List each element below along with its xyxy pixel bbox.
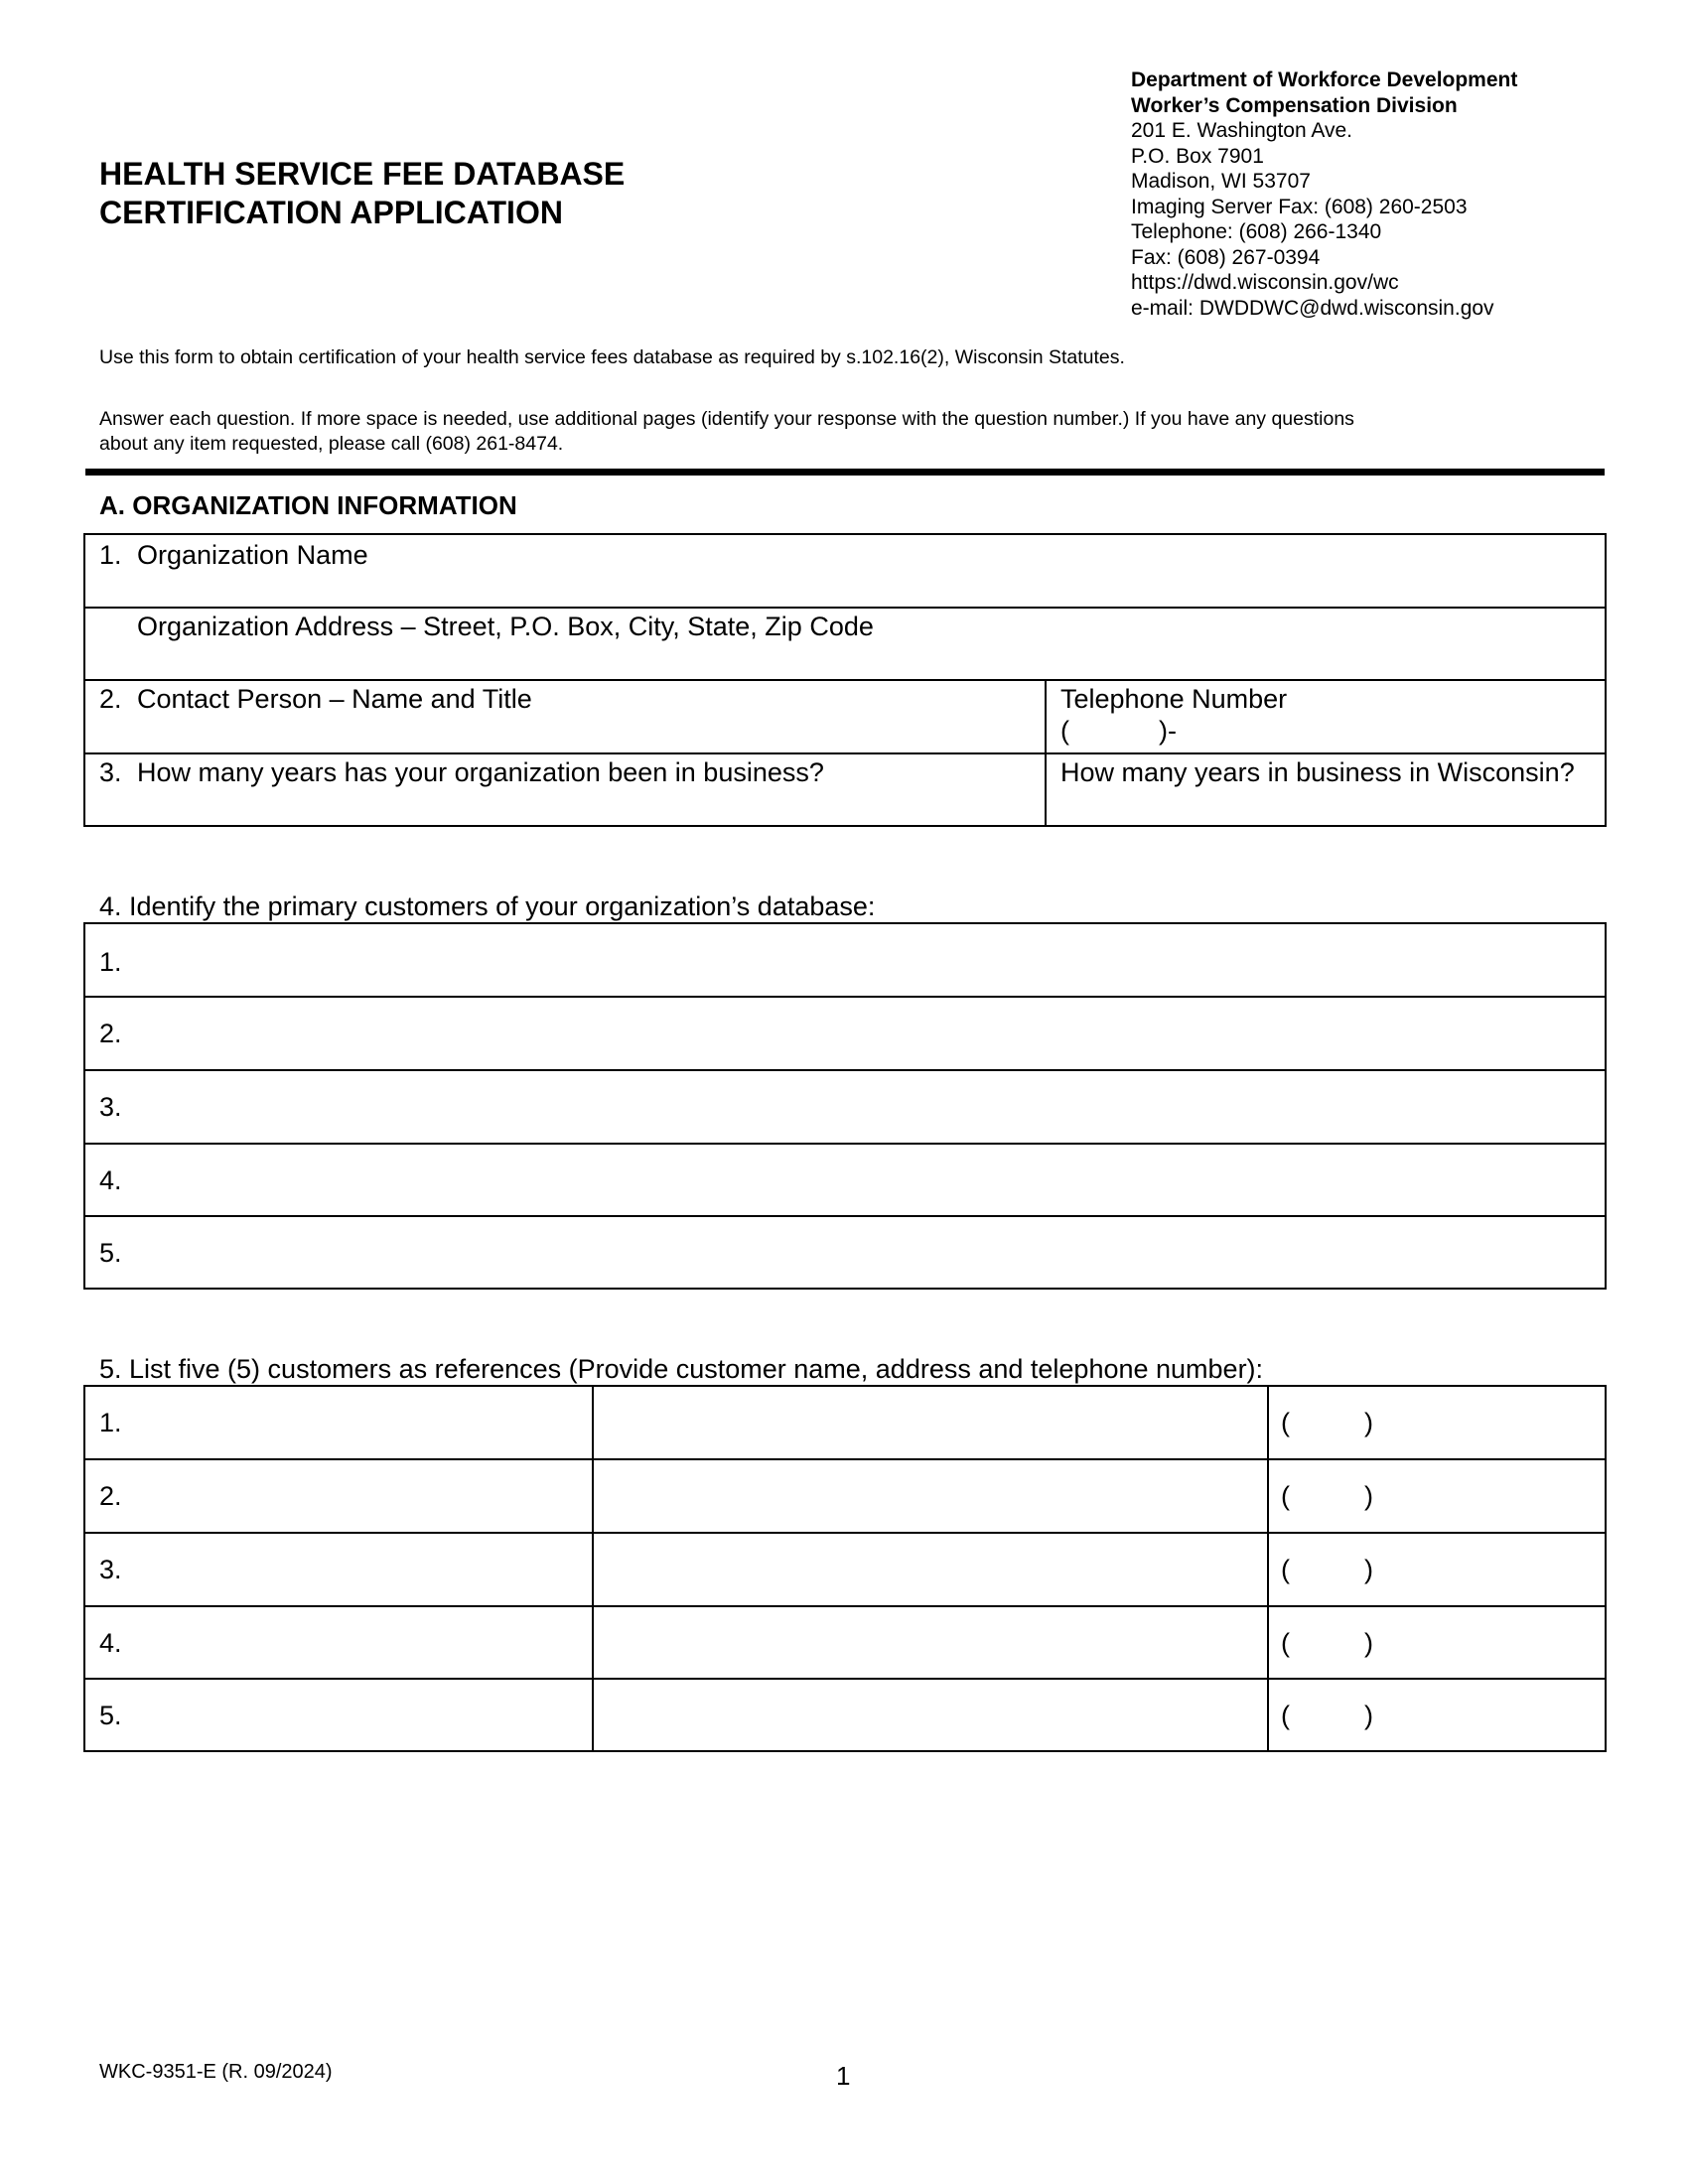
primary-customer-row[interactable] xyxy=(85,1071,1605,1143)
agency-fax: Fax: (608) 267-0394 xyxy=(1131,245,1321,269)
reference-phone-template: ( ) xyxy=(1281,1481,1373,1511)
agency-city: Madison, WI 53707 xyxy=(1131,170,1311,193)
agency-website: https://dwd.wisconsin.gov/wc xyxy=(1131,271,1399,294)
agency-imaging-fax: Imaging Server Fax: (608) 260-2503 xyxy=(1131,195,1468,218)
contact-person-field[interactable] xyxy=(85,681,1045,752)
primary-customer-row-number: 5. xyxy=(99,1238,122,1268)
q1-number: 1. xyxy=(99,540,122,570)
form-title-line2: CERTIFICATION APPLICATION xyxy=(99,195,563,230)
org-name-label: Organization Name xyxy=(137,540,368,570)
reference-name-cell[interactable] xyxy=(85,1387,592,1458)
q5-label: 5. List five (5) customers as references (Provide customer name, address and telephone number): xyxy=(99,1354,1264,1384)
years-in-business-field[interactable] xyxy=(85,754,1045,825)
q3-number: 3. xyxy=(99,757,122,787)
reference-phone-template: ( ) xyxy=(1281,1701,1373,1730)
q2-number: 2. xyxy=(99,684,122,714)
org-address-field[interactable] xyxy=(85,609,1605,679)
form-title xyxy=(99,155,625,232)
telephone-number-template: ( )- xyxy=(1060,716,1177,746)
section-divider xyxy=(85,469,1605,476)
primary-customer-row-number: 4. xyxy=(99,1165,122,1195)
primary-customers-table xyxy=(83,922,1607,1290)
agency-street: 201 E. Washington Ave. xyxy=(1131,119,1352,142)
reference-address-cell[interactable] xyxy=(594,1460,1267,1532)
reference-address-cell[interactable] xyxy=(594,1680,1267,1750)
references-table xyxy=(83,1385,1607,1752)
telephone-number-label: Telephone Number xyxy=(1060,684,1288,714)
reference-name-cell[interactable] xyxy=(85,1534,592,1605)
agency-telephone: Telephone: (608) 266-1340 xyxy=(1131,220,1382,243)
reference-name-cell[interactable] xyxy=(85,1680,592,1750)
contact-person-label: Contact Person – Name and Title xyxy=(137,684,532,714)
instructions-answer xyxy=(99,407,1609,457)
primary-customer-row-number: 2. xyxy=(99,1019,122,1048)
telephone-number-field[interactable] xyxy=(1047,681,1605,752)
org-address-label: Organization Address – Street, P.O. Box, City, State, Zip Code xyxy=(137,612,874,641)
reference-address-cell[interactable] xyxy=(594,1387,1267,1458)
instructions-answer-line2: about any item requested, please call (608) 261-8474. xyxy=(99,433,564,455)
q4-label: 4. Identify the primary customers of your organization’s database: xyxy=(99,891,876,921)
reference-phone-cell[interactable] xyxy=(1269,1387,1605,1458)
reference-row-number: 4. xyxy=(99,1628,122,1658)
primary-customer-row-number: 3. xyxy=(99,1092,122,1122)
reference-row-number: 5. xyxy=(99,1701,122,1730)
reference-name-cell[interactable] xyxy=(85,1607,592,1678)
reference-address-cell[interactable] xyxy=(594,1607,1267,1678)
primary-customer-row-number: 1. xyxy=(99,947,122,977)
reference-address-cell[interactable] xyxy=(594,1534,1267,1605)
section-a-title: A. ORGANIZATION INFORMATION xyxy=(99,490,517,520)
organization-info-table xyxy=(83,533,1607,827)
agency-po-box: P.O. Box 7901 xyxy=(1131,144,1264,168)
reference-phone-template: ( ) xyxy=(1281,1408,1373,1437)
agency-address-block xyxy=(1131,68,1517,321)
primary-customer-row[interactable] xyxy=(85,1145,1605,1215)
reference-phone-template: ( ) xyxy=(1281,1555,1373,1584)
years-in-wisconsin-field[interactable] xyxy=(1047,754,1605,825)
reference-phone-cell[interactable] xyxy=(1269,1680,1605,1750)
reference-row-number: 3. xyxy=(99,1555,122,1584)
primary-customer-row[interactable] xyxy=(85,998,1605,1069)
instructions-answer-line1: Answer each question. If more space is needed, use additional pages (identify your response with the question number.) If you have any questions xyxy=(99,408,1354,430)
page-number: 1 xyxy=(836,2061,851,2091)
org-name-field[interactable] xyxy=(85,535,1605,607)
reference-phone-cell[interactable] xyxy=(1269,1460,1605,1532)
reference-phone-cell[interactable] xyxy=(1269,1607,1605,1678)
reference-phone-template: ( ) xyxy=(1281,1628,1373,1658)
form-title-line1: HEALTH SERVICE FEE DATABASE xyxy=(99,156,626,192)
form-id: WKC-9351-E (R. 09/2024) xyxy=(99,2061,333,2083)
instructions-purpose: Use this form to obtain certification of your health service fees database as required by s.102.16(2), Wisconsin Statutes. xyxy=(99,346,1125,368)
primary-customer-row[interactable] xyxy=(85,1217,1605,1288)
primary-customer-row[interactable] xyxy=(85,924,1605,996)
reference-phone-cell[interactable] xyxy=(1269,1534,1605,1605)
years-in-wisconsin-label: How many years in business in Wisconsin? xyxy=(1060,757,1575,787)
reference-name-cell[interactable] xyxy=(85,1460,592,1532)
reference-row-number: 1. xyxy=(99,1408,122,1437)
reference-row-number: 2. xyxy=(99,1481,122,1511)
agency-email: e-mail: DWDDWC@dwd.wisconsin.gov xyxy=(1131,296,1494,320)
agency-department: Department of Workforce Development xyxy=(1131,68,1518,91)
years-in-business-label: How many years has your organization been in business? xyxy=(137,757,824,787)
agency-division: Worker’s Compensation Division xyxy=(1131,93,1458,117)
